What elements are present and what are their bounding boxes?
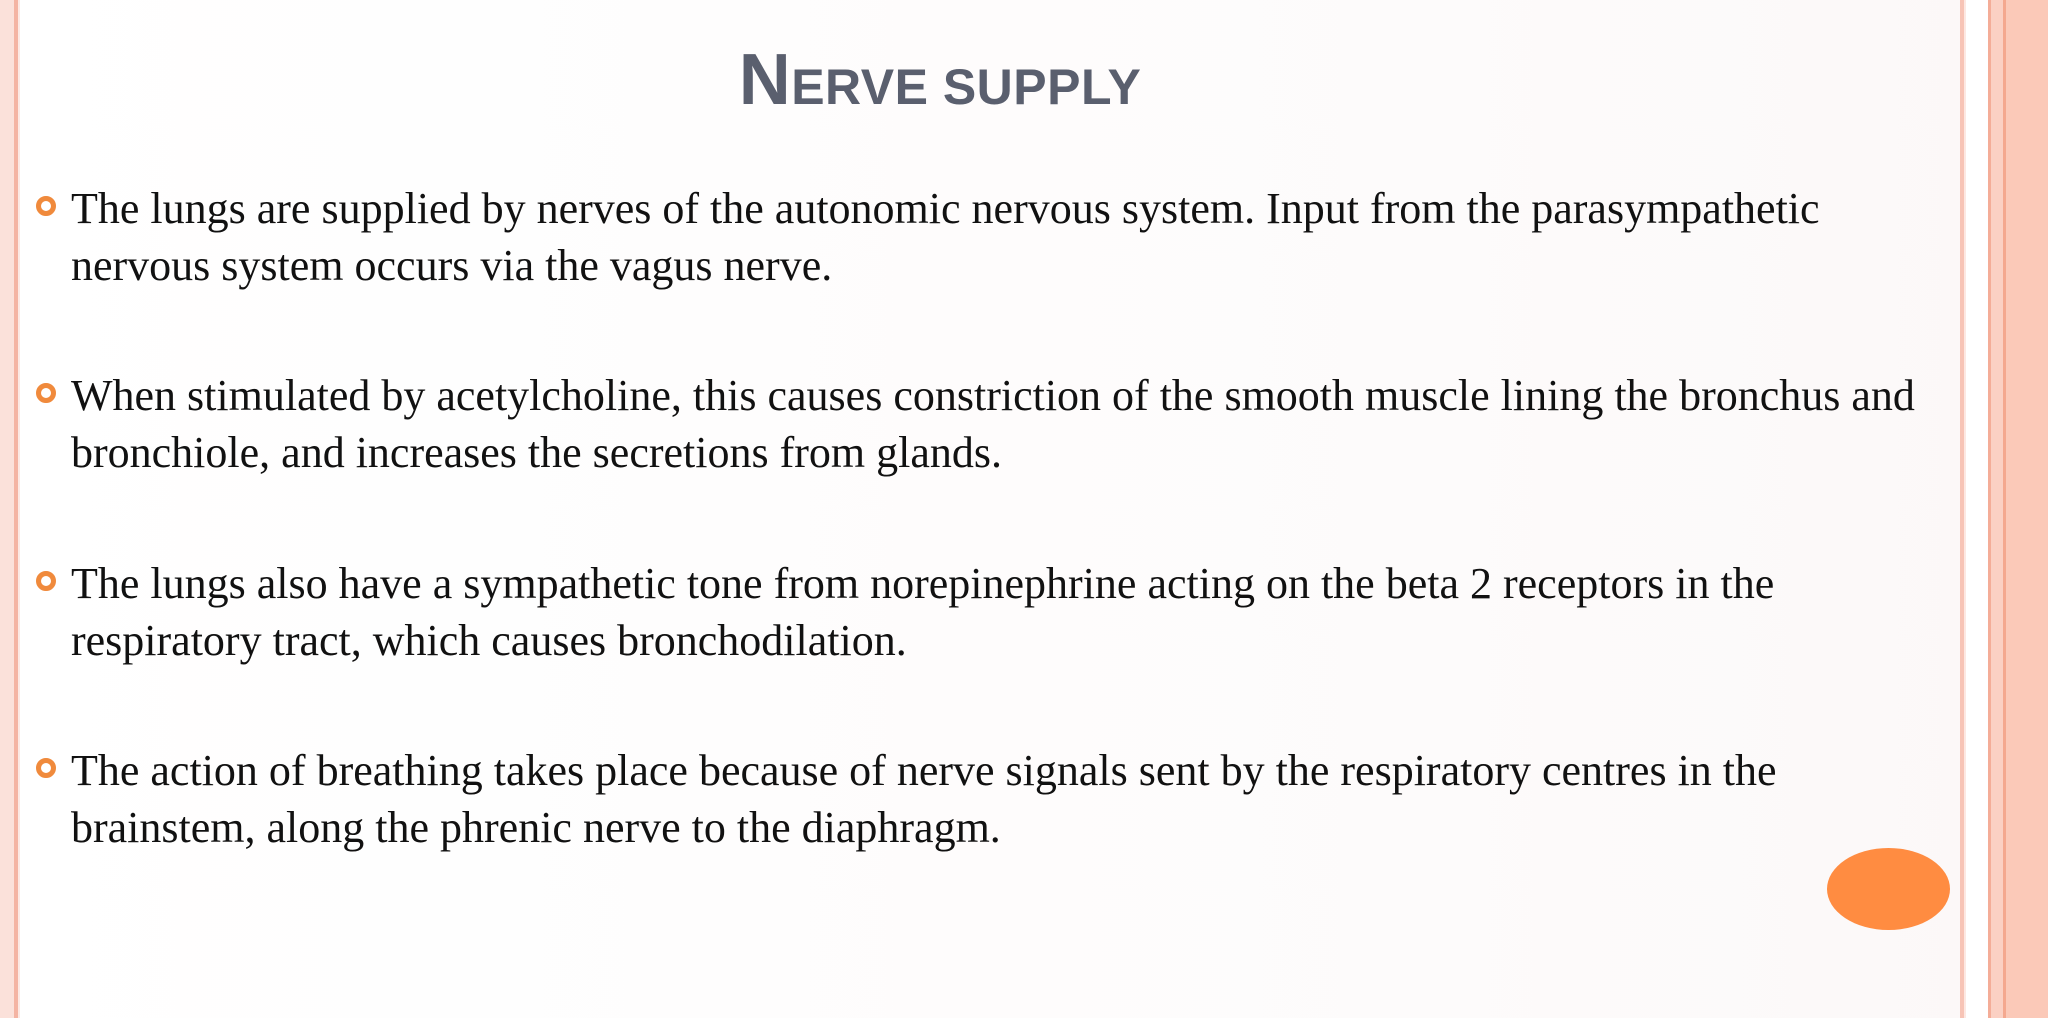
bullet-line-1: The lungs are supplied by nerves of the autonomic nervous system. Input from the parasympathetic [71, 184, 1820, 233]
bullet-line-1: The lungs also have a sympathetic tone from norepinephrine acting on the beta 2 receptors in the [71, 559, 1775, 608]
slide-title [0, 40, 1880, 120]
left-border-stripe-light [18, 0, 20, 1018]
slide-title-rest: ERVE SUPPLY [791, 59, 1142, 115]
bullet-line-2: nervous system occurs via the vagus nerve. [71, 241, 833, 290]
bullet-line-2: bronchiole, and increases the secretions from glands. [71, 428, 1003, 477]
left-border-stripe [0, 0, 14, 1018]
hollow-circle-bullet-icon [36, 383, 56, 403]
bullet-item [36, 367, 2036, 481]
bullet-item [36, 742, 2036, 856]
hollow-circle-bullet-icon [36, 758, 56, 778]
right-border-band [1960, 0, 2048, 1018]
bullet-item [36, 180, 2036, 294]
orange-ellipse-decoration [1827, 848, 1950, 930]
bullet-line-1: The action of breathing takes place because of nerve signals sent by the respiratory centres in the [71, 746, 1777, 795]
bullet-line-2: brainstem, along the phrenic nerve to the diaphragm. [71, 803, 1001, 852]
slide-title-initial: N [738, 40, 792, 120]
bullet-item [36, 555, 2036, 669]
bullet-line-2: respiratory tract, which causes bronchodilation. [71, 616, 907, 665]
hollow-circle-bullet-icon [36, 196, 56, 216]
bullet-line-1: When stimulated by acetylcholine, this causes constriction of the smooth muscle lining the bronchus and [71, 371, 1915, 420]
hollow-circle-bullet-icon [36, 571, 56, 591]
